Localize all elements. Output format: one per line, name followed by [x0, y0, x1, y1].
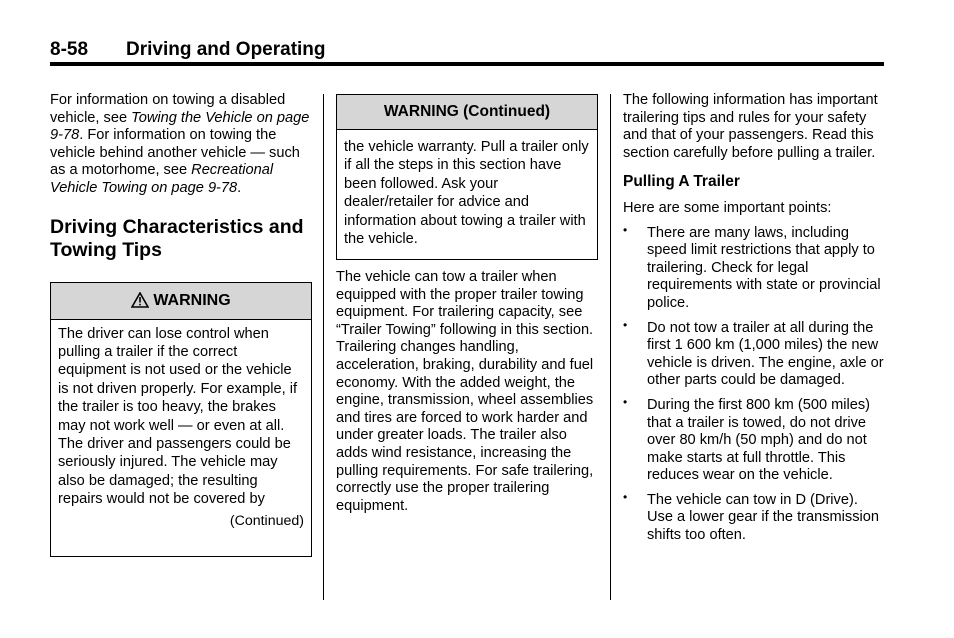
- warning-title: WARNING: [153, 291, 231, 309]
- intro-paragraph: [50, 92, 312, 198]
- intro-text-3: .: [237, 179, 242, 196]
- page-number: 8-58: [50, 39, 89, 60]
- section-title: Driving and Operating: [126, 39, 326, 60]
- tips-intro: The following information has important trailering tips and rules for your safety and that of your passengers. Read this section carefully before pulling a trailer.: [623, 92, 878, 161]
- warning-text: The driver can lose control when pulling a trailer if the correct equipment is not used or the vehicle is not driven properly. For example, if the trailer is too heavy, the brakes may not work well — or even at all. The driver and passengers could be seriously injured. The vehicle may also be damaged; the resulting repairs would not be covered by: [58, 325, 298, 508]
- list-item: [623, 317, 885, 390]
- warning-body: [51, 320, 311, 530]
- header-rule: [50, 62, 884, 66]
- warning-box: [50, 282, 312, 557]
- section-heading: Driving Characteristics and Towing Tips: [50, 215, 304, 261]
- column-1: [50, 92, 312, 557]
- towing-vehicle-link[interactable]: Towing the Vehicle on page 9-78: [50, 109, 310, 144]
- subheading-pulling-trailer: Pulling A Trailer: [623, 173, 740, 191]
- column-divider-1: [323, 94, 324, 600]
- page-header: [50, 39, 326, 61]
- warning-continued-text: the vehicle warranty. Pull a trailer only if all the steps in this section have been followed. Ask your dealer/retailer for advice and information about towing a trailer with the vehicle.: [344, 139, 589, 248]
- bullet-icon: •: [623, 317, 628, 332]
- intro-text-1: For information on towing a disabled vehicle, see: [50, 92, 286, 126]
- points-lead: Here are some important points:: [623, 199, 832, 216]
- rv-towing-link[interactable]: Recreational Vehicle Towing on page 9-78: [50, 162, 274, 196]
- list-item: [623, 394, 885, 485]
- warning-header: [51, 283, 311, 320]
- bullet-icon: •: [623, 394, 628, 409]
- warning-triangle-icon: [131, 292, 149, 308]
- list-item-text: The vehicle can tow in D (Drive). Use a lower gear if the transmission shifts too often.: [647, 491, 879, 544]
- list-item-text: During the first 800 km (500 miles) that a trailer is towed, do not drive over 80 km/h (50 mph) and do not make starts at full throttle. This reduces wear on the vehicle.: [647, 396, 871, 484]
- warning-continued-box: [336, 94, 598, 260]
- towing-paragraph: The vehicle can tow a trailer when equipped with the proper trailer towing equipment. For trailering capacity, see “Trailer Towing” following in this section. Trailering changes handling, acceleration, braking, durability and fuel economy. With the added weight, the engine, transmission, wheel assemblies and tires are forced to work harder and under greater loads. The trailer also adds wind resistance, increasing the pulling requirements. For safe trailering, correctly use the proper trailering equipment.: [336, 269, 594, 514]
- column-2: [336, 94, 598, 515]
- intro-text-2: . For information on towing the vehicle behind another vehicle — such as a motorhome, see: [50, 127, 300, 179]
- list-item: [623, 222, 885, 313]
- column-3: [623, 92, 885, 545]
- list-item-text: There are many laws, including speed limit restrictions that apply to trailering. Check for legal requirements with state or provincial police.: [647, 224, 881, 311]
- column-divider-2: [610, 94, 611, 600]
- bullet-icon: •: [623, 222, 628, 237]
- list-item-text: Do not tow a trailer at all during the first 1 600 km (1,000 miles) the new vehicle is driven. The engine, axle or other parts could be damaged.: [647, 319, 884, 389]
- list-item: [623, 489, 885, 545]
- continued-label: (Continued): [229, 512, 304, 529]
- points-list: [623, 222, 885, 545]
- bullet-icon: •: [623, 489, 628, 504]
- warning-continued-header: WARNING (Continued): [337, 95, 597, 130]
